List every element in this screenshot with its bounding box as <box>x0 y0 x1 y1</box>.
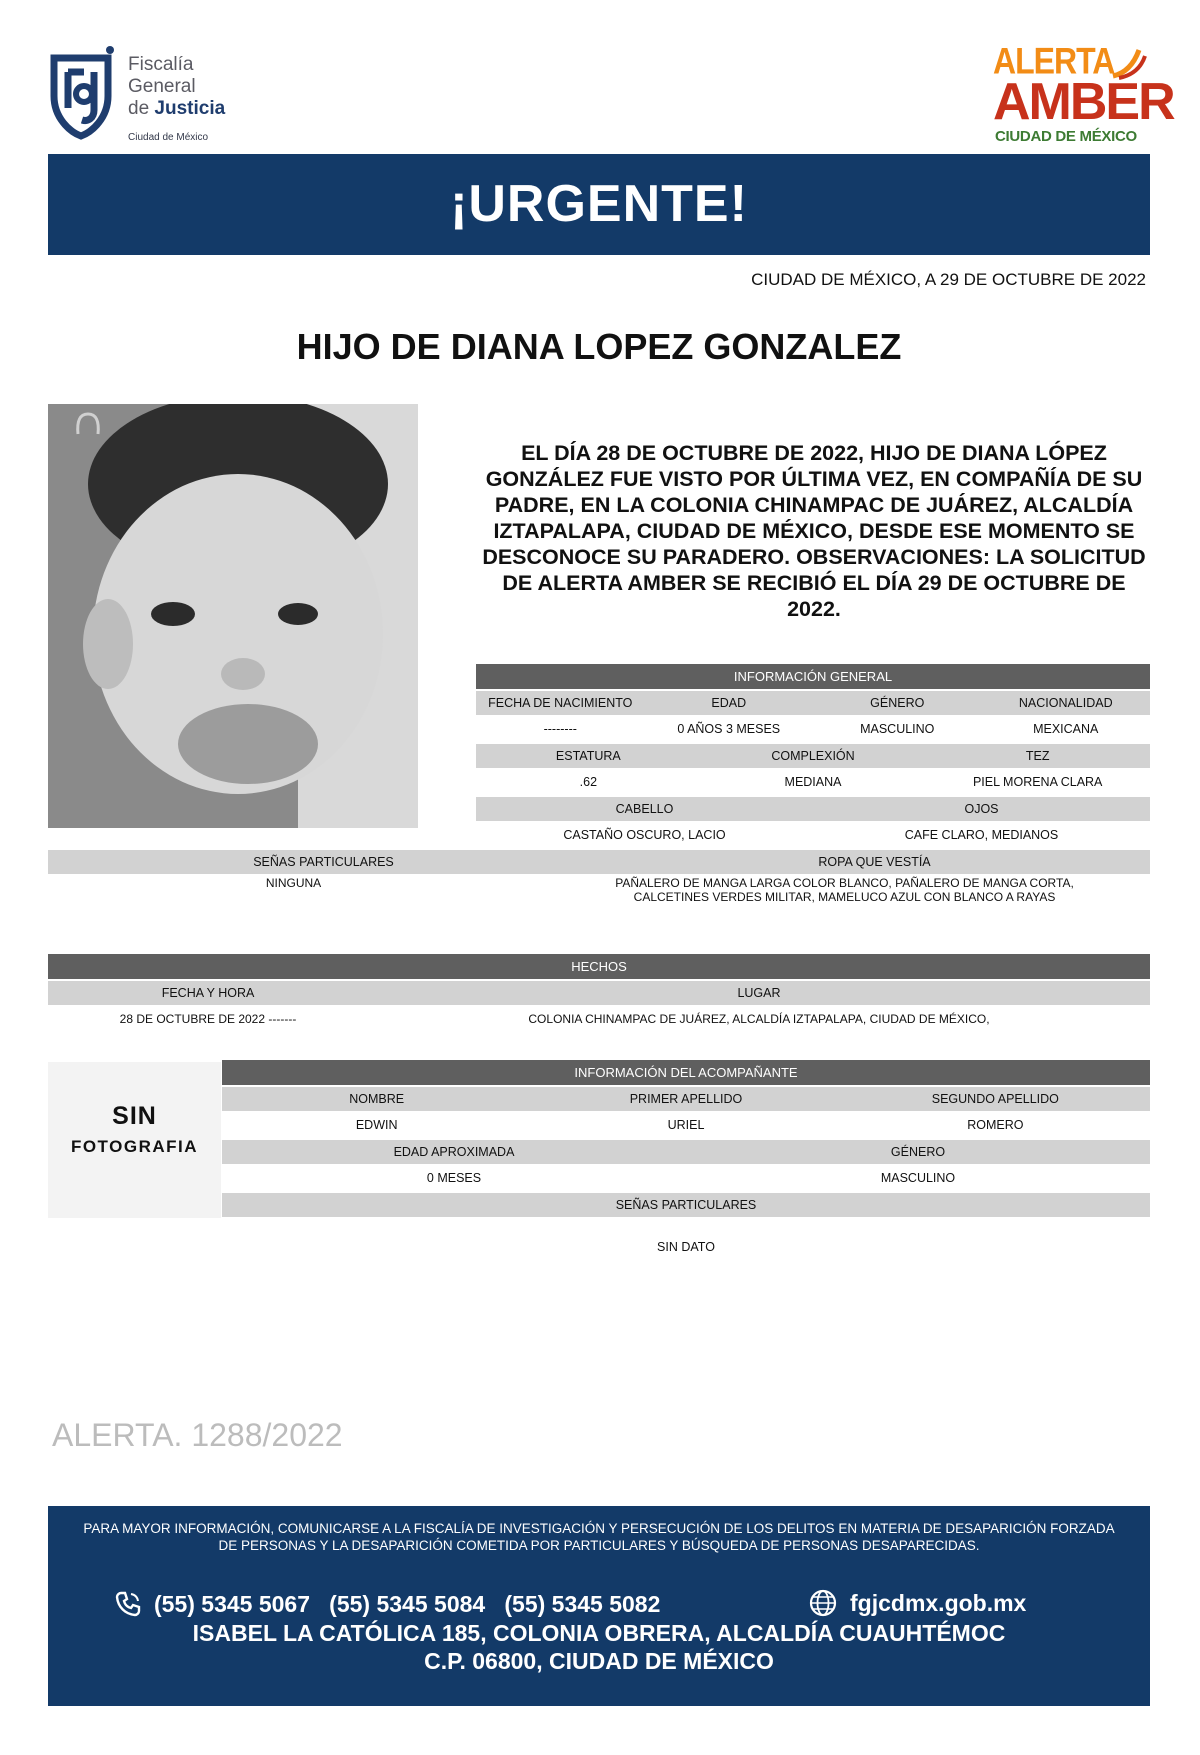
hechos-value-row <box>48 1007 1150 1031</box>
info-general-heading: INFORMACIÓN GENERAL <box>476 664 1150 689</box>
val-senas-particulares: NINGUNA <box>265 876 322 890</box>
col-fecha-nacimiento: FECHA DE NACIMIENTO <box>488 696 633 710</box>
val-senas-acompanante: SIN DATO <box>657 1240 715 1254</box>
acompanante-value-row-3 <box>222 1235 1150 1259</box>
footer-web <box>808 1588 1026 1618</box>
col-primer-apellido: PRIMER APELLIDO <box>629 1092 743 1106</box>
val-genero-acompanante: MASCULINO <box>880 1171 956 1185</box>
fgj-shield-icon <box>48 44 120 140</box>
acompanante-header-row-1 <box>222 1087 1150 1111</box>
urgent-banner: ¡URGENTE! <box>48 154 1150 255</box>
acompanante-value-row-2 <box>222 1166 1150 1190</box>
val-nombre: EDWIN <box>355 1118 398 1132</box>
col-complexion: COMPLEXIÓN <box>771 749 855 763</box>
phone-icon <box>114 1590 142 1618</box>
val-edad: 0 AÑOS 3 MESES <box>677 722 781 736</box>
amber-top-text: ALERTA <box>993 40 1115 82</box>
val-cabello: CASTAÑO OSCURO, LACIO <box>563 828 726 842</box>
amber-mid-text: AMBER <box>993 73 1174 131</box>
acompanante-header-row-2 <box>222 1140 1150 1164</box>
senas-ropa-header-row <box>48 850 1150 874</box>
val-lugar: COLONIA CHINAMPAC DE JUÁREZ, ALCALDÍA IZTAPALAPA, CIUDAD DE MÉXICO, <box>528 1012 990 1026</box>
globe-icon <box>808 1588 838 1618</box>
col-tez: TEZ <box>1025 749 1050 763</box>
alert-number: ALERTA. 1288/2022 <box>52 1417 343 1453</box>
acompanante-header-row-3 <box>222 1193 1150 1217</box>
fgj-line3 <box>128 98 225 120</box>
phone-numbers[interactable]: (55) 5345 5067 (55) 5345 5084 (55) 5345 5082 <box>154 1590 661 1617</box>
sin-foto-line2: FOTOGRAFIA <box>70 1137 199 1156</box>
hechos-header-row <box>48 981 1150 1005</box>
footer <box>48 1506 1150 1706</box>
fgj-line3-bold: Justicia <box>154 98 226 119</box>
col-ojos: OJOS <box>964 802 999 816</box>
acompanante-heading: INFORMACIÓN DEL ACOMPAÑANTE <box>222 1060 1150 1085</box>
info-general-value-row-3 <box>476 823 1150 847</box>
col-nacionalidad: NACIONALIDAD <box>1018 696 1113 710</box>
col-genero-acompanante: GÉNERO <box>890 1145 946 1159</box>
senas-ropa-value-row <box>48 876 1150 916</box>
col-cabello: CABELLO <box>615 802 674 816</box>
col-segundo-apellido: SEGUNDO APELLIDO <box>931 1092 1059 1106</box>
val-tez: PIEL MORENA CLARA <box>972 775 1103 789</box>
val-edad-aproximada: 0 MESES <box>426 1171 482 1185</box>
fgj-line3-prefix: de <box>128 98 155 119</box>
info-general-header-row-3 <box>476 797 1150 821</box>
val-genero: MASCULINO <box>860 722 935 736</box>
fgj-wordmark <box>128 54 225 120</box>
info-general-header-row-2 <box>476 744 1150 768</box>
issue-date: CIUDAD DE MÉXICO, A 29 DE OCTUBRE DE 2022 <box>751 270 1146 289</box>
fgj-line2: General <box>128 76 196 97</box>
col-ropa: ROPA QUE VESTÍA <box>818 855 931 869</box>
website-link[interactable]: fgjcdmx.gob.mx <box>850 1589 1027 1616</box>
info-general-value-row-1 <box>476 717 1150 741</box>
address-line1: ISABEL LA CATÓLICA 185, COLONIA OBRERA, ALCALDÍA CUAUHTÉMOC <box>192 1620 1006 1646</box>
val-complexion: MEDIANA <box>784 775 842 789</box>
sin-foto-line1: SIN <box>112 1102 157 1130</box>
hechos-heading: HECHOS <box>48 954 1150 979</box>
child-photo-image <box>48 404 418 828</box>
amber-bottom-text: CIUDAD DE MÉXICO <box>995 128 1137 145</box>
col-lugar: LUGAR <box>737 986 781 1000</box>
col-edad-aproximada: EDAD APROXIMADA <box>393 1145 515 1159</box>
address-line2: C.P. 06800, CIUDAD DE MÉXICO <box>424 1648 774 1674</box>
case-description: EL DÍA 28 DE OCTUBRE DE 2022, HIJO DE DIANA LÓPEZ GONZÁLEZ FUE VISTO POR ÚLTIMA VEZ, EN COMPAÑÍA DE SU PADRE, EN LA COLONIA CHINAMPAC DE JUÁREZ, ALCALDÍA IZTAPALAPA, CIUDAD DE MÉXICO, DESDE ESE MOMENTO SE DESCONOCE SU PARADERO. OBSERVACIONES: LA SOLICITUD DE ALERTA AMBER SE RECIBIÓ EL DÍA 29 DE OCTUBRE DE 2022. <box>482 441 1146 621</box>
val-ropa: PAÑALERO DE MANGA LARGA COLOR BLANCO, PAÑALERO DE MANGA CORTA, CALCETINES VERDES MILITAR, MAMELUCO AZUL CON BLANCO A RAYAS <box>615 876 1074 904</box>
val-ojos: CAFE CLARO, MEDIANOS <box>904 828 1059 842</box>
val-segundo-apellido: ROMERO <box>967 1118 1024 1132</box>
val-fecha-hora: 28 DE OCTUBRE DE 2022 ------- <box>119 1012 297 1026</box>
page-title: HIJO DE DIANA LOPEZ GONZALEZ <box>296 326 902 367</box>
val-fecha-nacimiento: -------- <box>543 722 577 736</box>
footer-address <box>48 1619 1150 1675</box>
col-senas-acompanante: SEÑAS PARTICULARES <box>615 1198 757 1212</box>
acompanante-value-row-1 <box>222 1113 1150 1137</box>
info-general-header-row-1 <box>476 691 1150 715</box>
val-primer-apellido: URIEL <box>667 1118 705 1132</box>
missing-child-photo <box>48 404 418 828</box>
val-estatura: .62 <box>579 775 598 789</box>
col-nombre: NOMBRE <box>349 1092 405 1106</box>
col-senas-particulares: SEÑAS PARTICULARES <box>253 855 394 869</box>
sin-fotografia-placeholder <box>48 1062 221 1218</box>
col-fecha-hora: FECHA Y HORA <box>161 986 255 1000</box>
fgj-line1: Fiscalía <box>128 54 194 75</box>
col-edad: EDAD <box>711 696 747 710</box>
footer-phones <box>114 1590 660 1618</box>
fgj-logo <box>48 44 233 149</box>
val-nacionalidad: MEXICANA <box>1033 722 1099 736</box>
alerta-amber-logo <box>993 40 1174 148</box>
fgj-subtitle: Ciudad de México <box>128 132 209 143</box>
footer-info: PARA MAYOR INFORMACIÓN, COMUNICARSE A LA FISCALÍA DE INVESTIGACIÓN Y PERSECUCIÓN DE LOS DELITOS EN MATERIA DE DESAPARICIÓN FORZADA DE PERSONAS Y LA DESAPARICIÓN COMETIDA POR PARTICULARES Y BÚSQUEDA DE PERSONAS DESAPARECIDAS. <box>83 1521 1115 1553</box>
info-general-value-row-2 <box>476 770 1150 794</box>
col-genero: GÉNERO <box>870 696 925 710</box>
col-estatura: ESTATURA <box>555 749 621 763</box>
